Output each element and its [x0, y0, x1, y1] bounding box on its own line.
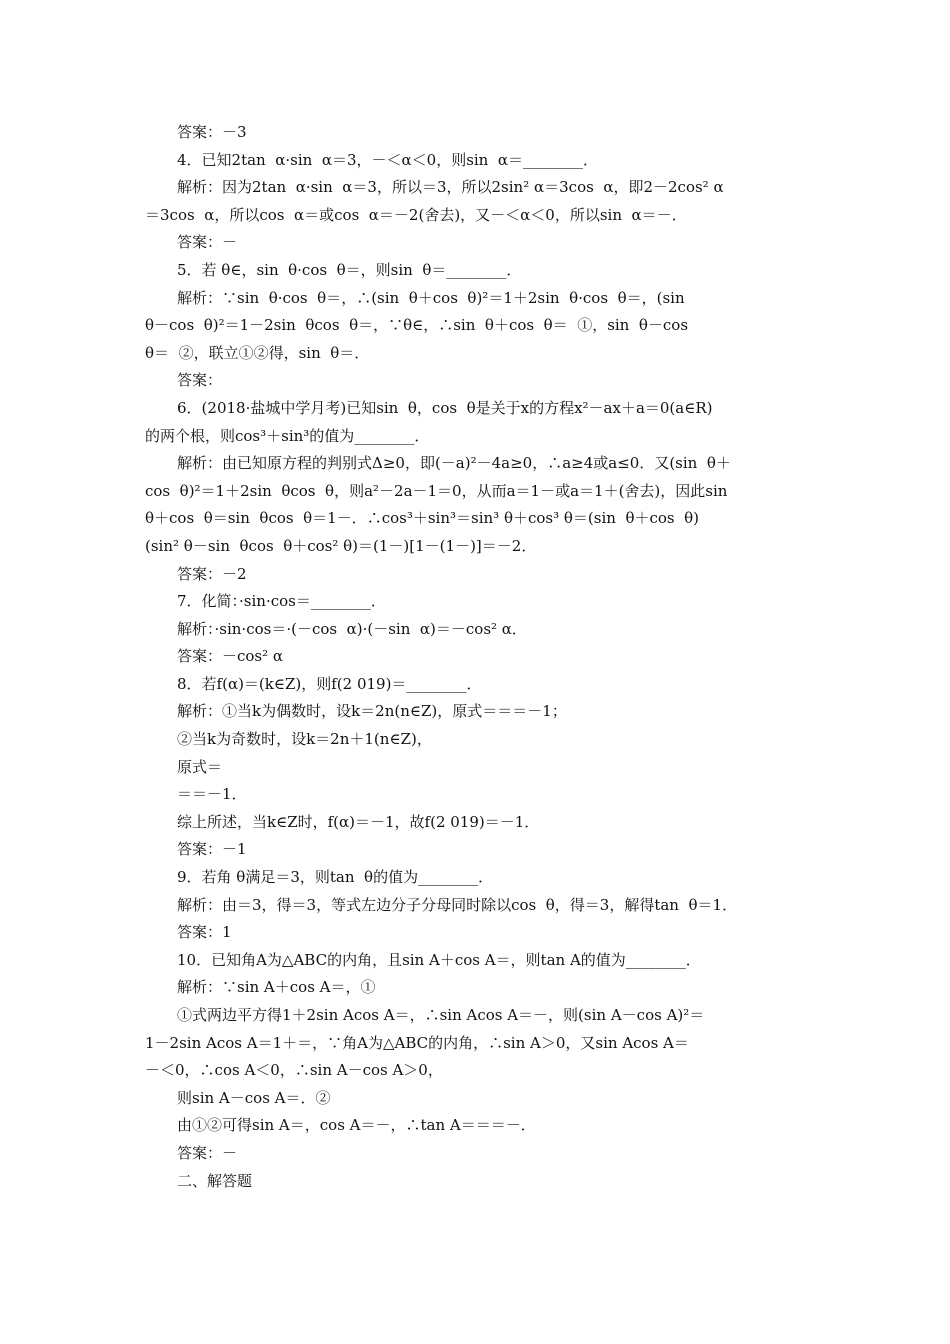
- text-line: 由①②可得sin A＝，cos A＝－，∴tan A＝＝＝－．: [177, 1116, 536, 1135]
- text-line: ①式两边平方得1＋2sin Acos A＝，∴sin Acos A＝－，则(sin A－cos A)²＝: [177, 1006, 705, 1024]
- text-line: 的两个根，则cos³＋sin³的值为________．: [145, 426, 430, 445]
- text-line: 答案：－2: [177, 564, 247, 583]
- text-line: 解析：·sin·cos＝·(－cos α)·(－sin α)＝－cos² α．: [177, 619, 527, 638]
- text-line: 答案：－: [177, 233, 238, 252]
- text-line: ②当k为奇数时，设k＝2n＋1(n∈Z)，: [177, 730, 432, 749]
- text-line: (sin² θ－sin θcos θ＋cos² θ)＝(1－)[1－(1－)]＝－2．: [145, 536, 537, 555]
- text-line: 答案：－: [177, 1143, 238, 1162]
- text-line: 答案：－1: [177, 840, 247, 859]
- text-line: 解析：由已知原方程的判别式Δ≥0，即(－a)²－4a≥0，∴a≥4或a≤0．又(sin θ＋: [177, 454, 731, 473]
- text-line: 解析：∵sin A＋cos A＝，①: [177, 978, 376, 997]
- text-line: 答案：－cos² α: [177, 647, 284, 666]
- text-line: 答案：1: [177, 923, 232, 942]
- text-line: 综上所述，当k∈Z时，f(α)＝－1，故f(2 019)＝－1．: [177, 812, 540, 831]
- text-line: 答案：－3: [177, 123, 247, 141]
- text-line: 则sin A－cos A＝．②: [177, 1088, 331, 1107]
- text-line: 原式＝: [177, 757, 223, 776]
- text-line: ＝3cos α，所以cos α＝或cos α＝－2(舍去)，又－＜α＜0，所以sin α＝－．: [145, 205, 687, 224]
- text-line: 解析：∵sin θ·cos θ＝，∴(sin θ＋cos θ)²＝1＋2sin θ·cos θ＝，(sin: [177, 288, 685, 307]
- text-line: 6．(2018·盐城中学月考)已知sin θ，cos θ是关于x的方程x²－ax＋a＝0(a∈R): [177, 398, 713, 417]
- text-line: 答案：: [177, 371, 223, 390]
- text-line: 8．若f(α)＝(k∈Z)，则f(2 019)＝________．: [177, 674, 482, 693]
- document-body: [145, 119, 810, 1195]
- text-line: 解析：由＝3，得＝3，等式左边分子分母同时除以cos θ，得＝3，解得tan θ＝1．: [177, 895, 738, 914]
- text-line: 二、解答题: [177, 1171, 253, 1190]
- text-line: 解析：因为2tan α·sin α＝3，所以＝3，所以2sin² α＝3cos α，即2－2cos² α: [177, 178, 724, 197]
- text-line: 7．化简：·sin·cos＝________．: [177, 592, 386, 611]
- text-line: 10．已知角A为△ABC的内角，且sin A＋cos A＝，则tan A的值为________．: [177, 950, 701, 969]
- text-line: 5．若 θ∈，sin θ·cos θ＝，则sin θ＝________．: [177, 260, 522, 279]
- text-line: θ＝ ②，联立①②得，sin θ＝．: [145, 343, 370, 362]
- text-line: θ＋cos θ＝sin θcos θ＝1－．∴cos³＋sin³＝sin³ θ＋cos³ θ＝(sin θ＋cos θ): [145, 509, 700, 528]
- text-line: 4．已知2tan α·sin α＝3，－＜α＜0，则sin α＝________．: [177, 150, 599, 169]
- text-line: cos θ)²＝1＋2sin θcos θ，则a²－2a－1＝0，从而a＝1－或a＝1＋(舍去)，因此sin: [145, 481, 728, 500]
- text-line: θ－cos θ)²＝1－2sin θcos θ＝，∵θ∈，∴sin θ＋cos θ＝ ①，sin θ－cos: [145, 316, 689, 335]
- text-line: 1－2sin Acos A＝1＋＝，∵角A为△ABC的内角，∴sin A＞0，又sin Acos A＝: [145, 1033, 689, 1052]
- text-line: ＝＝－1．: [177, 785, 247, 804]
- text-line: 9．若角 θ满足＝3，则tan θ的值为________．: [177, 868, 494, 887]
- text-line: 解析：①当k为偶数时，设k＝2n(n∈Z)，原式＝＝＝－1；: [177, 702, 567, 721]
- text-line: －＜0，∴cos A＜0，∴sin A－cos A＞0，: [145, 1061, 443, 1080]
